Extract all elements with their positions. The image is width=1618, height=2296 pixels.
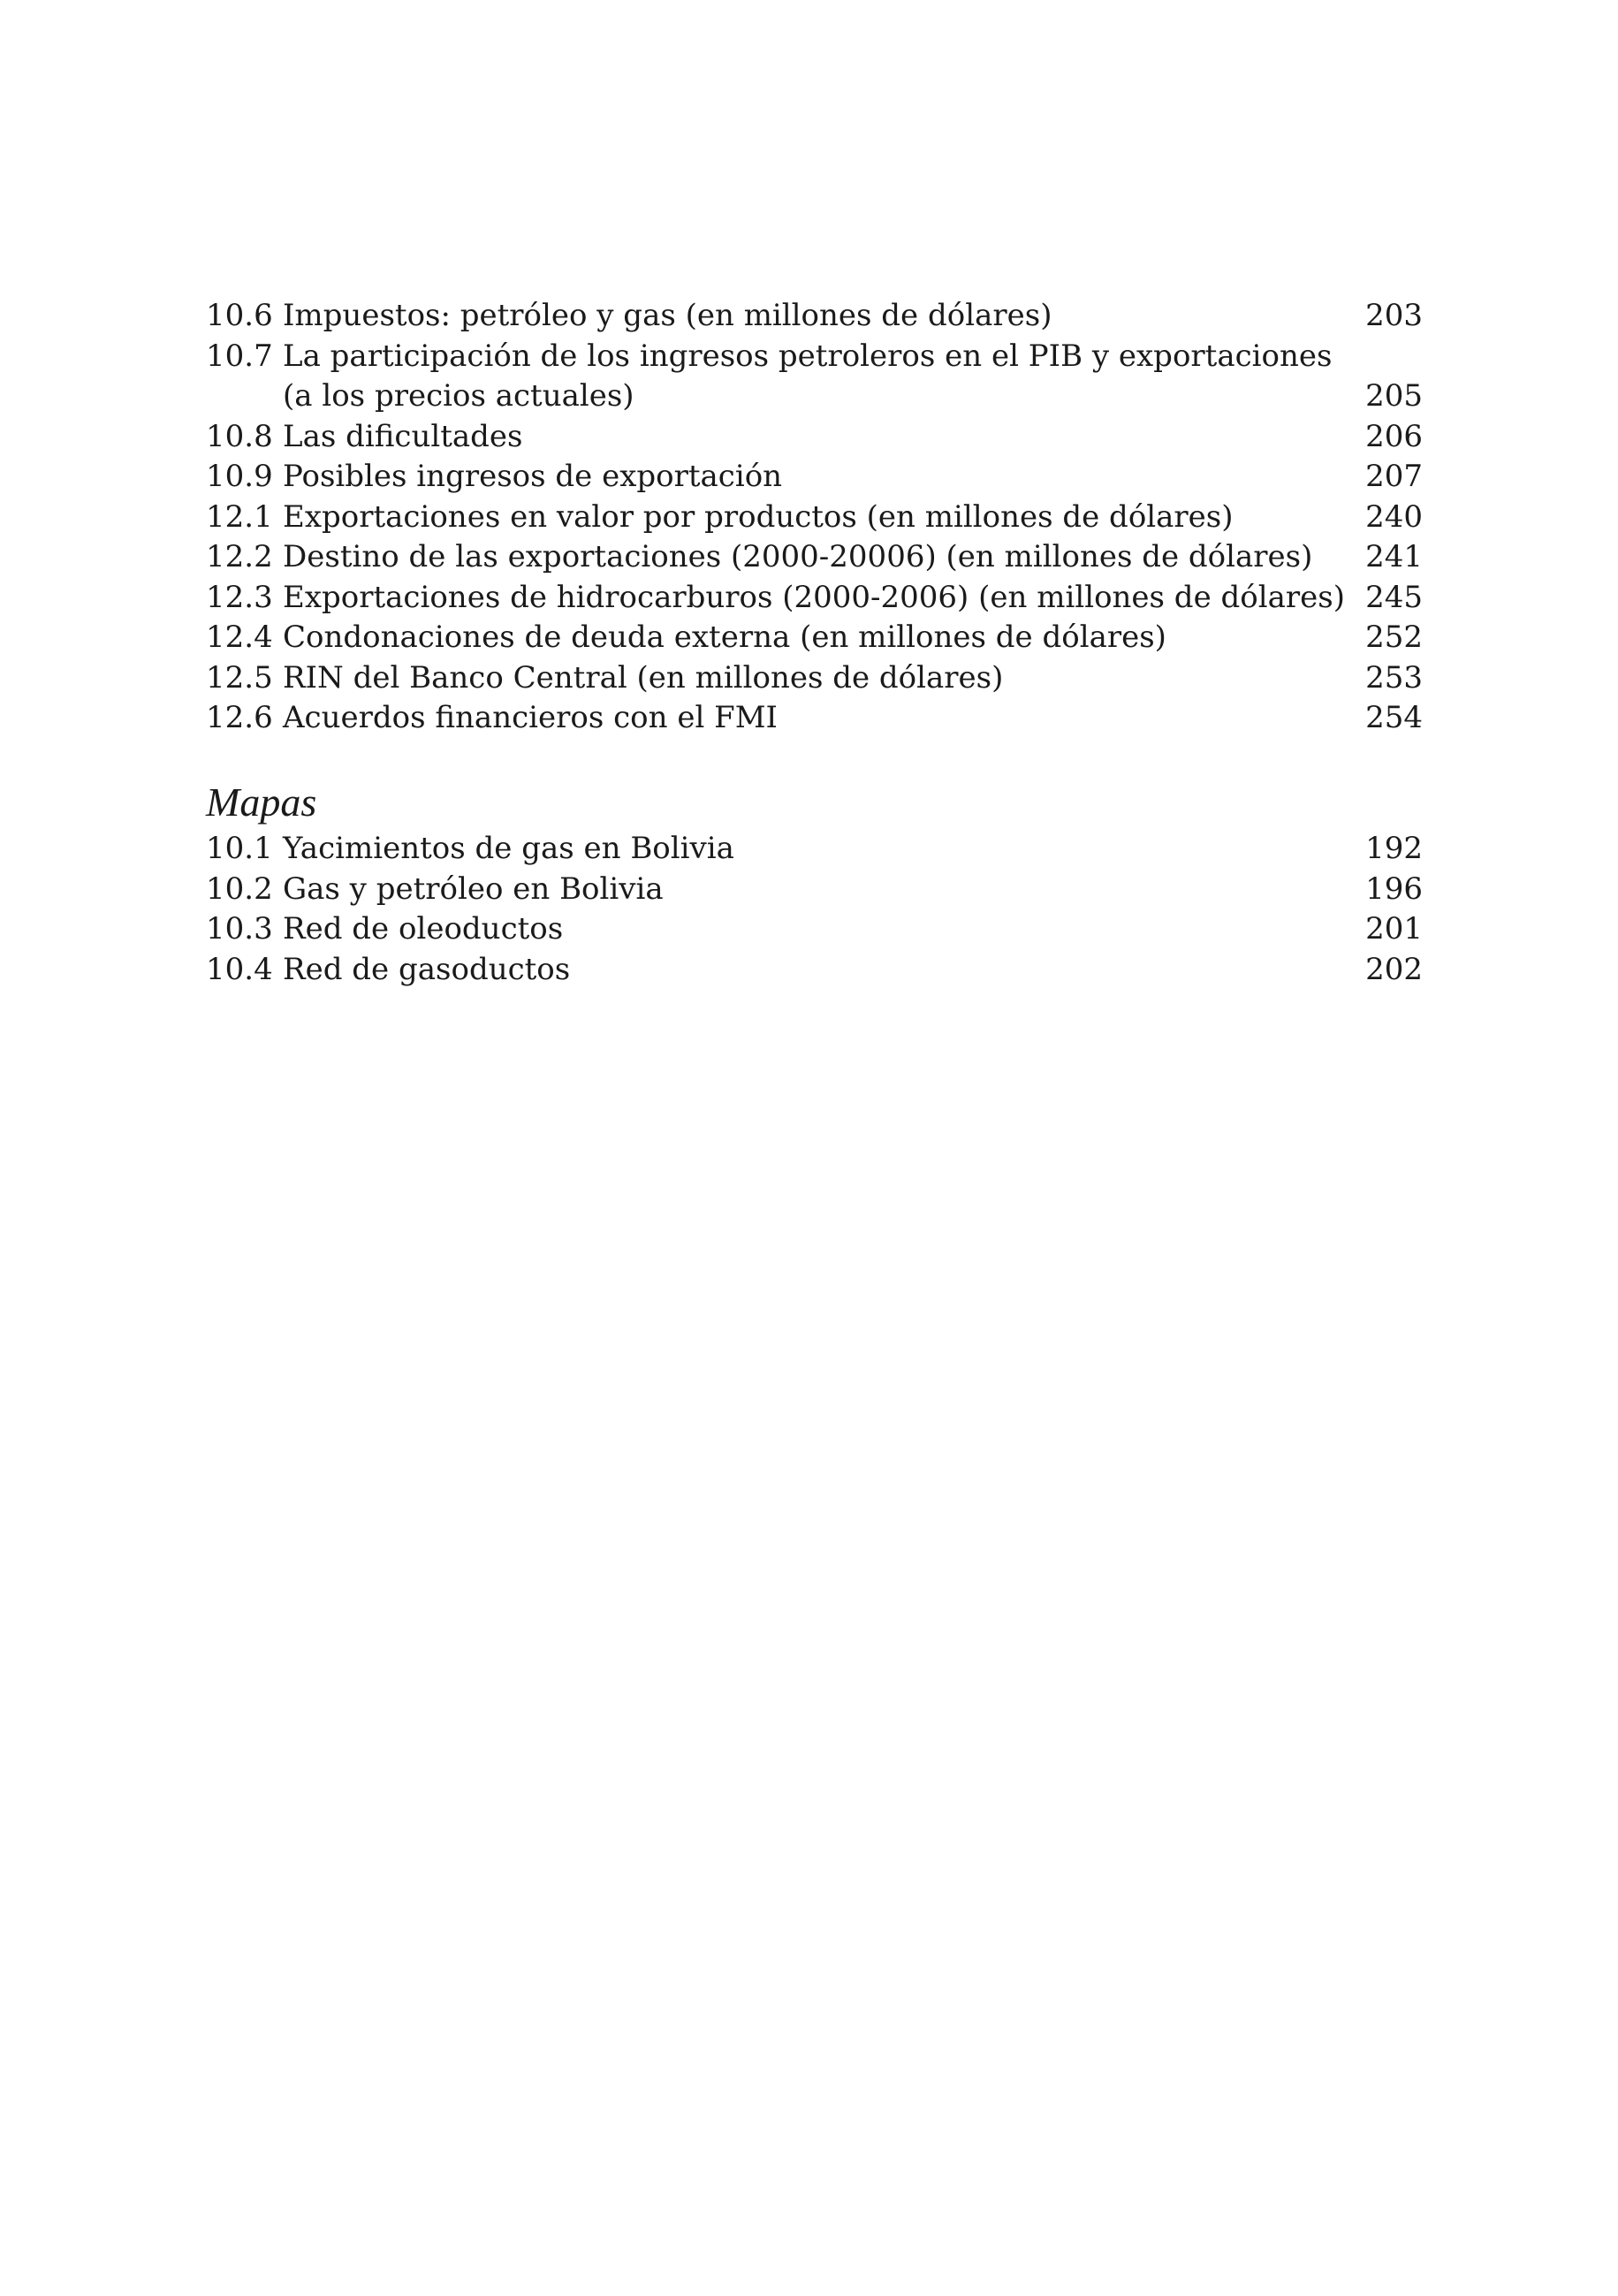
toc-entry[interactable] — [206, 578, 1423, 619]
maps-list — [206, 778, 1423, 990]
toc-entry[interactable] — [206, 417, 1423, 458]
entry-title: Yacimientos de gas en Bolivia — [283, 831, 734, 866]
entry-number: 12.2 — [206, 539, 273, 574]
entry-title: Las dificultades — [283, 418, 523, 454]
entry-number: 10.8 — [206, 418, 273, 454]
entry-page: 196 — [1365, 871, 1423, 907]
entry-title: Destino de las exportaciones (2000-20006) (en millones de dólares) — [283, 539, 1313, 574]
entry-title: RIN del Banco Central (en millones de dólares) — [283, 659, 1004, 696]
toc-entry[interactable] — [206, 457, 1423, 498]
tables-list — [206, 296, 1423, 739]
entry-title: Gas y petróleo en Bolivia — [283, 871, 664, 907]
entry-page: 253 — [1365, 659, 1423, 696]
entry-page: 192 — [1365, 831, 1423, 866]
toc-entry[interactable] — [206, 909, 1423, 950]
entry-number: 12.1 — [206, 498, 273, 535]
entry-title: Red de oleoductos — [283, 911, 564, 947]
maps-heading: Mapas — [206, 779, 317, 825]
toc-entry[interactable] — [206, 870, 1423, 910]
entry-page: 245 — [1365, 579, 1423, 615]
entry-number: 10.7 — [206, 338, 273, 374]
entry-title: Red de gasoductos — [283, 951, 571, 987]
entry-number: 12.5 — [206, 659, 273, 696]
entry-page: 207 — [1365, 459, 1423, 494]
entry-page: 202 — [1365, 951, 1423, 987]
entry-title: Condonaciones de deuda externa (en millones de dólares) — [283, 620, 1166, 655]
entry-page: 203 — [1365, 298, 1423, 333]
entry-page: 241 — [1365, 539, 1423, 574]
entry-title-continued: (a los precios actuales) — [283, 378, 634, 414]
entry-page: 205 — [1365, 378, 1423, 414]
toc-entry[interactable] — [206, 498, 1423, 538]
entry-number: 10.2 — [206, 871, 273, 907]
toc-entry[interactable] — [206, 950, 1423, 991]
toc-entry[interactable] — [206, 337, 1423, 377]
toc-entry[interactable] — [206, 537, 1423, 578]
entry-number: 10.3 — [206, 911, 273, 947]
toc-entry[interactable] — [206, 658, 1423, 699]
entry-title: Exportaciones de hidrocarburos (2000-2006) (en millones de dólares) — [283, 579, 1345, 615]
toc-entry[interactable] — [206, 829, 1423, 870]
entry-number: 12.6 — [206, 700, 273, 735]
entry-page: 252 — [1365, 620, 1423, 655]
entry-title: Exportaciones en valor por productos (en millones de dólares) — [283, 498, 1234, 535]
toc-entry[interactable] — [206, 296, 1423, 337]
entry-title: Acuerdos financieros con el FMI — [283, 700, 778, 735]
entry-number: 10.4 — [206, 951, 273, 987]
entry-title: Posibles ingresos de exportación — [283, 459, 783, 494]
entry-title: Impuestos: petróleo y gas (en millones de dólares) — [283, 298, 1052, 333]
entry-page: 201 — [1365, 911, 1423, 947]
entry-page: 206 — [1365, 418, 1423, 454]
entry-number: 10.6 — [206, 298, 273, 333]
entry-number: 12.3 — [206, 579, 273, 615]
toc-entry[interactable] — [206, 618, 1423, 658]
entry-number: 10.1 — [206, 831, 273, 866]
entry-number: 10.9 — [206, 459, 273, 494]
toc-entry-continuation[interactable] — [206, 376, 1423, 417]
entry-title: La participación de los ingresos petroleros en el PIB y exportaciones — [283, 338, 1333, 374]
entry-page: 240 — [1365, 498, 1423, 535]
toc-entry[interactable] — [206, 698, 1423, 739]
entry-number: 12.4 — [206, 620, 273, 655]
entry-page: 254 — [1365, 700, 1423, 735]
